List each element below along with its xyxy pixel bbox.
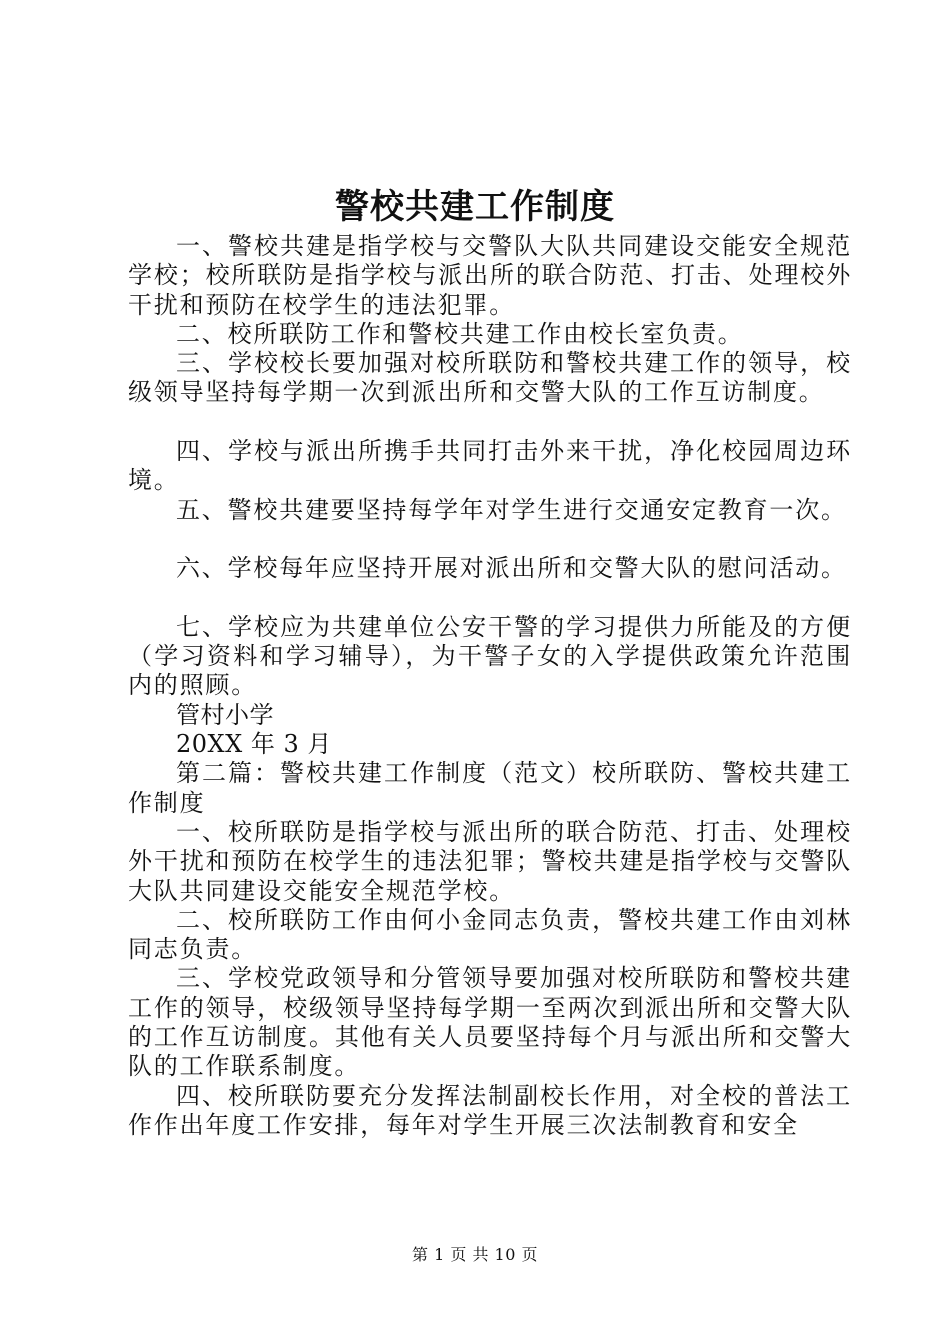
page-footer: 第 1 页 共 10 页 bbox=[412, 1245, 538, 1264]
second-section-paragraph-2: 二、校所联防工作由何小金同志负责，警校共建工作由刘林同志负责。 bbox=[128, 905, 852, 964]
paragraph-3: 三、学校校长要加强对校所联防和警校共建工作的领导，校级领导坚持每学期一次到派出所和交警大队的工作互访制度。 bbox=[128, 349, 852, 407]
second-section-paragraph-3: 三、学校党政领导和分管领导要加强对校所联防和警校共建工作的领导，校级领导坚持每学期一至两次到派出所和交警大队的工作互访制度。其他有关人员要坚持每个月与派出所和交警大队的工作联系制度。 bbox=[128, 964, 852, 1081]
paragraph-7: 七、学校应为共建单位公安干警的学习提供力所能及的方便（学习资料和学习辅导），为干警子女的入学提供政策允许范围内的照顾。 bbox=[128, 612, 852, 700]
paragraph-1: 一、警校共建是指学校与交警队大队共同建设交能安全规范学校；校所联防是指学校与派出所的联合防范、打击、处理校外干扰和预防在校学生的违法犯罪。 bbox=[128, 232, 852, 319]
document-title: 警校共建工作制度 bbox=[335, 187, 615, 227]
paragraph-2: 二、校所联防工作和警校共建工作由校长室负责。 bbox=[176, 319, 744, 348]
paragraph-5: 五、警校共建要坚持每学年对学生进行交通安定教育一次。 bbox=[176, 495, 847, 524]
signature-date: 20XX 年 3 月 bbox=[176, 730, 332, 759]
signature-school: 管村小学 bbox=[176, 700, 274, 729]
document-body bbox=[128, 232, 852, 1140]
paragraph-4: 四、学校与派出所携手共同打击外来干扰，净化校园周边环境。 bbox=[128, 437, 852, 495]
second-section-heading: 第二篇：警校共建工作制度（范文）校所联防、警校共建工作制度 bbox=[128, 759, 852, 817]
second-section-paragraph-4: 四、校所联防要充分发挥法制副校长作用，对全校的普法工作作出年度工作安排，每年对学生开展三次法制教育和安全 bbox=[128, 1081, 852, 1139]
paragraph-6: 六、学校每年应坚持开展对派出所和交警大队的慰问活动。 bbox=[176, 554, 847, 583]
second-section-paragraph-1: 一、校所联防是指学校与派出所的联合防范、打击、处理校外干扰和预防在校学生的违法犯罪；警校共建是指学校与交警队大队共同建设交能安全规范学校。 bbox=[128, 817, 852, 905]
